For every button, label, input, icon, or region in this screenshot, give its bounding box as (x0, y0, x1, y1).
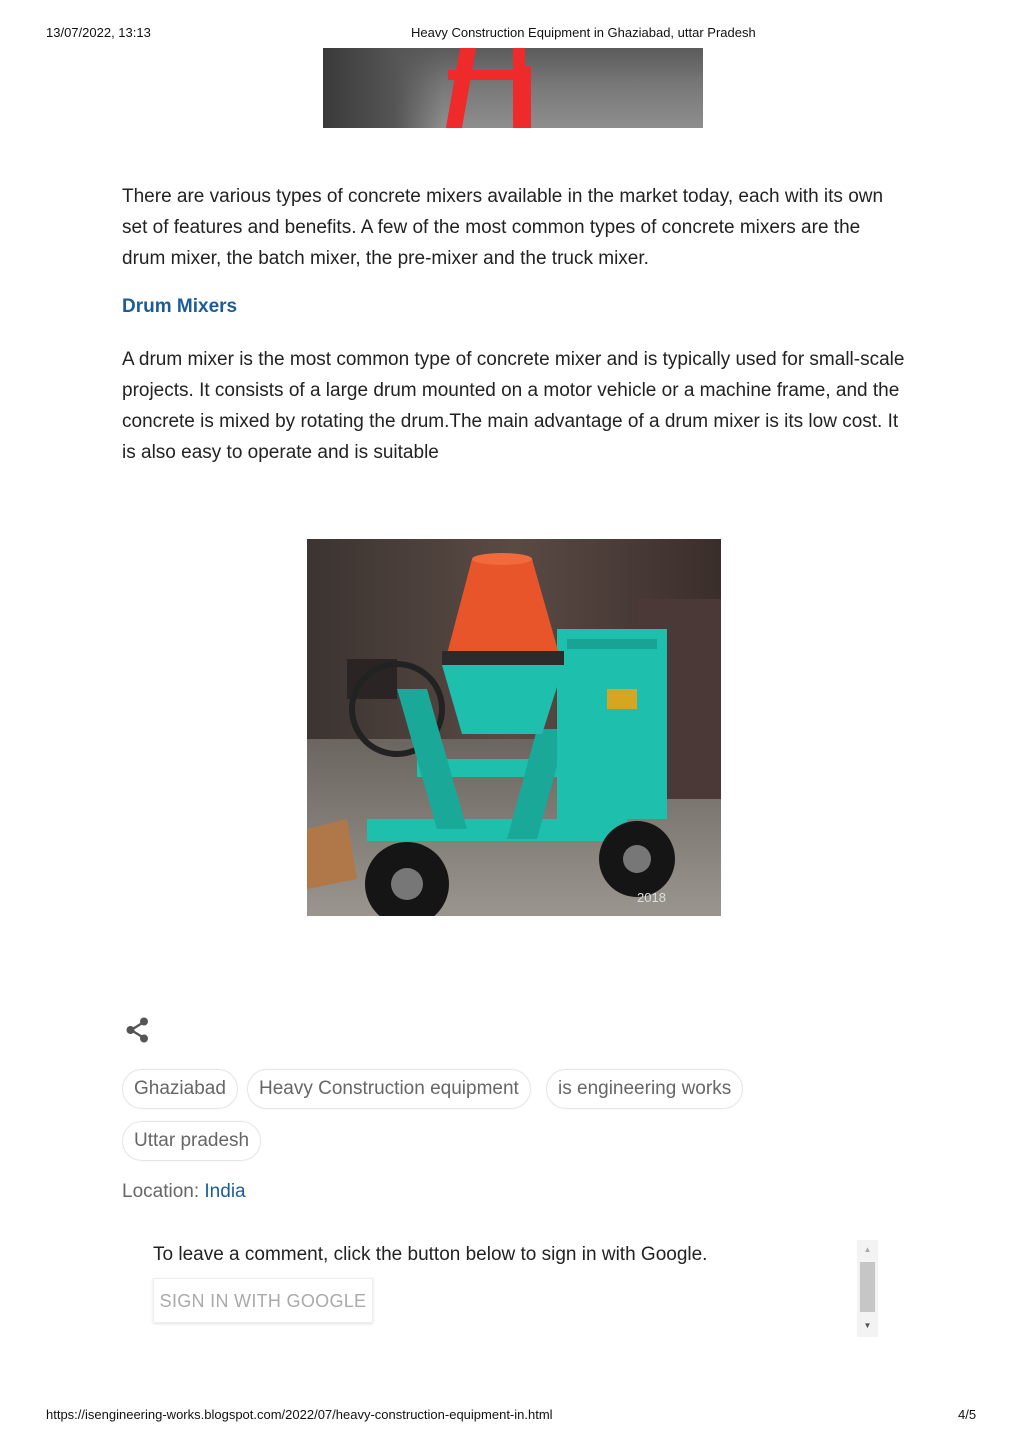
print-page-number: 4/5 (958, 1407, 977, 1422)
comment-prompt: To leave a comment, click the button below to sign in with Google. (153, 1244, 708, 1265)
scroll-thumb[interactable] (860, 1262, 875, 1312)
drum-mixer-photo (307, 539, 721, 916)
article-paragraph: A drum mixer is the most common type of concrete mixer and is typically used for small-scale projects. It consists of a large drum mounted on a motor vehicle or a machine frame, and the concrete is mixed by rotating the drum.The main advantage of a drum mixer is its low cost. It is also easy to operate and is suitable (122, 349, 905, 463)
print-datetime: 13/07/2022, 13:13 (46, 25, 151, 40)
tag-uttar-pradesh[interactable]: Uttar pradesh (122, 1121, 261, 1161)
tag-is-engineering-works[interactable]: is engineering works (546, 1069, 743, 1109)
print-page-url: https://isengineering-works.blogspot.com/2022/07/heavy-construction-equipment-in.html (46, 1407, 553, 1422)
location-line (122, 1181, 246, 1203)
section-heading: Drum Mixers (122, 296, 238, 317)
article-paragraph: There are various types of concrete mixers available in the market today, each with its own set of features and benefits. A few of the most common types of concrete mixers are the drum mixer, the batch mixer, the pre-mixer and the truck mixer. (122, 186, 884, 269)
photo-timestamp: 2018 (637, 890, 666, 905)
print-page-title: Heavy Construction Equipment in Ghaziabad, uttar Pradesh (411, 25, 756, 40)
comment-section (153, 1240, 878, 1337)
scroll-up-arrow-icon[interactable]: ▲ (863, 1245, 872, 1254)
location-link[interactable]: India (204, 1181, 246, 1202)
share-icon[interactable] (124, 1016, 152, 1044)
comment-scrollbar[interactable] (857, 1240, 878, 1337)
location-label: Location: (122, 1181, 205, 1202)
scroll-down-arrow-icon[interactable]: ▼ (863, 1321, 872, 1330)
equipment-photo-top (323, 48, 703, 128)
tag-heavy-construction-equipment[interactable]: Heavy Construction equipment (247, 1069, 531, 1109)
sign-in-with-google-button[interactable]: SIGN IN WITH GOOGLE (153, 1278, 373, 1323)
tag-ghaziabad[interactable]: Ghaziabad (122, 1069, 238, 1109)
